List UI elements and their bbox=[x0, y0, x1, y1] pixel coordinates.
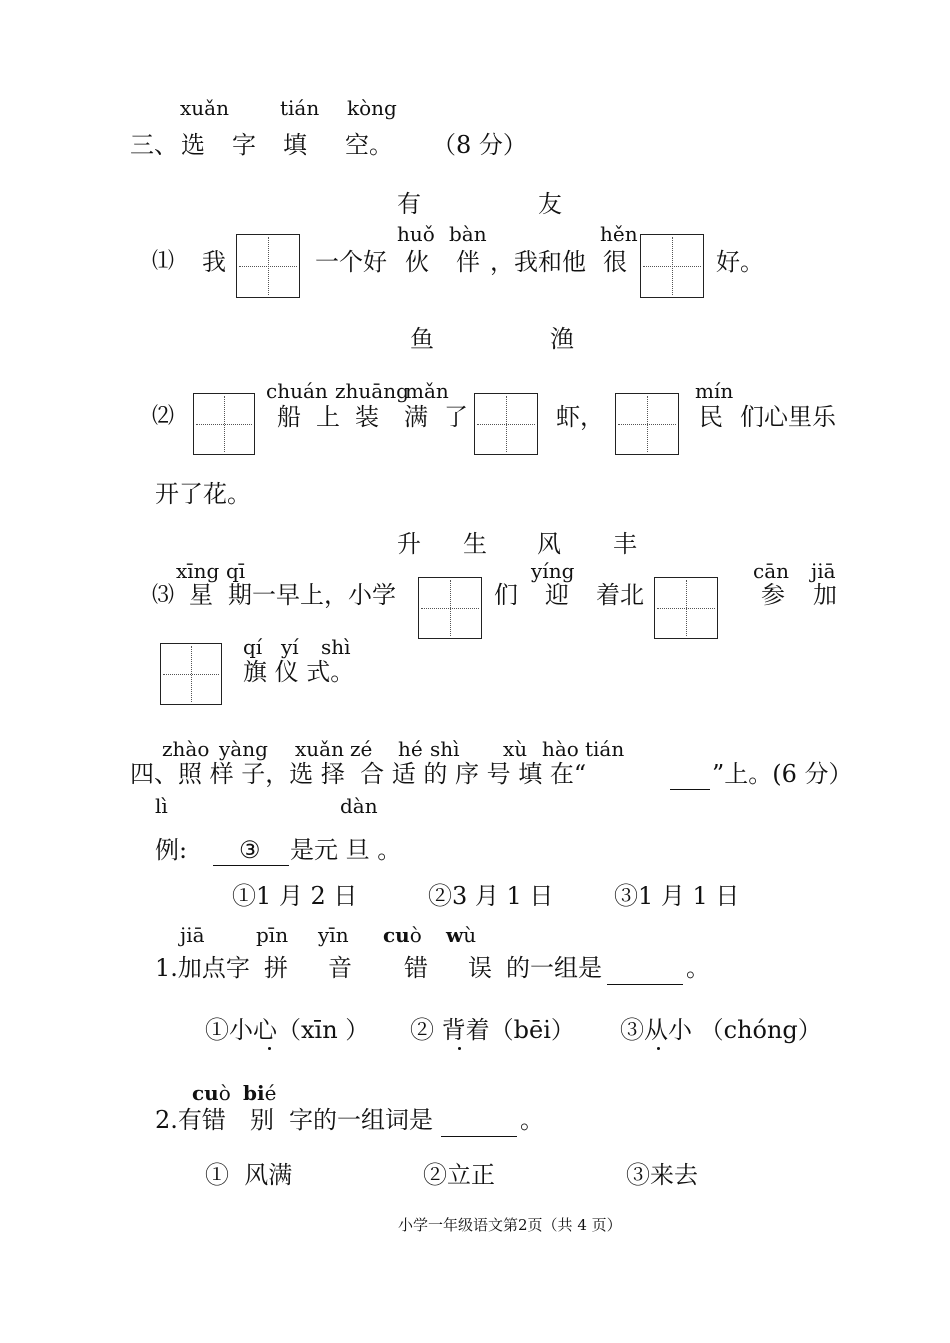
q2-text-zhuang: 装 bbox=[355, 403, 379, 431]
q4-2-text-end: 。 bbox=[520, 1106, 544, 1134]
pinyin-xu: xù bbox=[503, 737, 528, 761]
q4-2-option-3: ③来去 bbox=[626, 1161, 698, 1189]
q4-1-text-end: 。 bbox=[686, 954, 710, 982]
pinyin-cuo-2-final: ò bbox=[218, 1081, 231, 1105]
q1-label: ⑴ bbox=[152, 249, 175, 274]
pinyin-he: hé bbox=[398, 737, 423, 761]
pinyin-man: mǎn bbox=[405, 379, 449, 403]
section4-title: 四、照 样 子，选 择 合 适 的 序 号 填 在“ bbox=[130, 760, 587, 788]
pinyin-cuo-2-initial: cu bbox=[192, 1081, 219, 1105]
page-footer: 小学一年级语文第2页（共 4 页） bbox=[398, 1216, 622, 1234]
section3-char-xuan: 选 bbox=[181, 131, 205, 159]
example-answer: ③ bbox=[239, 836, 261, 864]
q3-text-can: 参 bbox=[761, 581, 785, 609]
q3-text-men: 们 bbox=[494, 581, 518, 609]
q3-label: ⑶ bbox=[152, 583, 175, 608]
pinyin-wu bbox=[446, 925, 476, 945]
q3-text-ying: 迎 bbox=[545, 581, 569, 609]
q1-text-hen: 很 bbox=[603, 248, 627, 276]
q3-choice-2: 生 bbox=[463, 530, 487, 558]
q4-1-text-yin: 音 bbox=[328, 954, 352, 982]
q1-text-wo: 我 bbox=[202, 248, 226, 276]
section3-char-tian: 填 bbox=[283, 131, 307, 159]
pinyin-tian: tián bbox=[280, 96, 320, 120]
q3-choice-4: 丰 bbox=[613, 530, 637, 558]
pinyin-kong: kòng bbox=[347, 96, 397, 120]
q3-choice-1: 升 bbox=[397, 530, 421, 558]
pinyin-xuan4: xuǎn bbox=[295, 737, 344, 761]
pinyin-bie-final: é bbox=[264, 1081, 277, 1105]
pinyin-xuan: xuǎn bbox=[180, 96, 229, 120]
q2-answer-box-1[interactable] bbox=[193, 393, 255, 455]
example-text: 是元 旦 。 bbox=[290, 836, 402, 864]
date-option-3: ③1 月 1 日 bbox=[614, 882, 740, 910]
q1-choice-2: 友 bbox=[538, 190, 562, 218]
pinyin-qi2: qí bbox=[243, 635, 263, 659]
pinyin-dan: dàn bbox=[340, 794, 378, 818]
q2-text-rest: 们心里乐 bbox=[740, 403, 836, 431]
pinyin-cuo-2 bbox=[192, 1083, 231, 1103]
q3-choice-3: 风 bbox=[537, 530, 561, 558]
example-label: 例: bbox=[155, 836, 188, 864]
q1-answer-box-2[interactable] bbox=[640, 234, 704, 298]
pinyin-li: lì bbox=[155, 794, 168, 818]
example-blank bbox=[213, 865, 289, 866]
pinyin-pin: pīn bbox=[256, 923, 289, 947]
pinyin-qi: qī bbox=[226, 559, 246, 583]
q4-2-answer-blank[interactable] bbox=[441, 1136, 517, 1137]
emphasis-dot-3 bbox=[657, 1047, 660, 1050]
pinyin-hao: hào bbox=[542, 737, 579, 761]
pinyin-ying: yíng bbox=[531, 559, 575, 583]
pinyin-zhao: zhào bbox=[162, 737, 210, 761]
pinyin-yi: yí bbox=[281, 635, 299, 659]
pinyin-tian4: tián bbox=[585, 737, 625, 761]
pinyin-jia4: jiā bbox=[180, 923, 205, 947]
pinyin-jia: jiā bbox=[811, 559, 836, 583]
section3-number: 三、 bbox=[130, 131, 178, 159]
q1-text-huo: 伙 bbox=[405, 248, 429, 276]
q2-text-le: 了 bbox=[444, 403, 468, 431]
q4-1-option-1: ①小心（xīn ） bbox=[205, 1016, 370, 1044]
q4-1-answer-blank[interactable] bbox=[607, 984, 683, 985]
q4-2-option-1: ① 风满 bbox=[205, 1161, 293, 1189]
q3-text-zhe: 着北 bbox=[596, 581, 644, 609]
q2-text-chuan: 船 bbox=[277, 403, 301, 431]
q1-text-comma: ，我和他 bbox=[490, 248, 586, 276]
q4-1-text-a: 1.加点字 bbox=[155, 954, 250, 982]
pinyin-zhuang: zhuāng bbox=[335, 379, 409, 403]
section3-score: （8 分） bbox=[432, 131, 527, 159]
emphasis-dot-1 bbox=[268, 1047, 271, 1050]
pinyin-xing: xīng bbox=[176, 559, 220, 583]
pinyin-min: mín bbox=[695, 379, 734, 403]
q2-text-man: 满 bbox=[404, 403, 428, 431]
q1-answer-box-1[interactable] bbox=[236, 234, 300, 298]
q4-2-text-bie: 别 bbox=[250, 1106, 274, 1134]
date-option-2: ②3 月 1 日 bbox=[428, 882, 554, 910]
q4-2-option-2: ②立正 bbox=[423, 1161, 495, 1189]
pinyin-huo: huǒ bbox=[397, 222, 435, 246]
pinyin-wu-initial: w bbox=[446, 923, 464, 947]
date-option-1: ①1 月 2 日 bbox=[232, 882, 358, 910]
section4-title-end: ”上。(6 分） bbox=[712, 760, 853, 788]
q1-choice-1: 有 bbox=[397, 190, 421, 218]
pinyin-cuo-final: ò bbox=[409, 923, 422, 947]
pinyin-hen: hěn bbox=[600, 222, 638, 246]
q4-2-text-a: 2.有错 bbox=[155, 1106, 226, 1134]
q1-text-ban: 伴 bbox=[456, 248, 480, 276]
pinyin-chuan: chuán bbox=[266, 379, 328, 403]
q2-label: ⑵ bbox=[152, 404, 175, 429]
pinyin-shi: shì bbox=[321, 635, 351, 659]
q3-continuation: 旗 仪 式。 bbox=[243, 658, 355, 686]
q4-2-text-b: 字的一组词是 bbox=[289, 1106, 433, 1134]
pinyin-cuo-initial: cu bbox=[383, 923, 410, 947]
q2-choice-1: 鱼 bbox=[410, 325, 434, 353]
pinyin-ban: bàn bbox=[449, 222, 487, 246]
section3-char-kong: 空。 bbox=[345, 131, 393, 159]
q3-text-jia: 加 bbox=[813, 581, 837, 609]
pinyin-cuo bbox=[383, 925, 422, 945]
pinyin-bie bbox=[243, 1083, 276, 1103]
pinyin-yang: yàng bbox=[219, 737, 268, 761]
q4-1-text-b: 的一组是 bbox=[506, 954, 602, 982]
q4-1-option-3: ③从小 （chóng） bbox=[620, 1016, 822, 1044]
q3-text-xing: 星 bbox=[189, 581, 213, 609]
pinyin-ze: zé bbox=[350, 737, 373, 761]
q1-text-mid: 一个好 bbox=[315, 248, 387, 276]
q2-choice-2: 渔 bbox=[550, 325, 574, 353]
pinyin-can: cān bbox=[753, 559, 790, 583]
q4-1-text-wu: 误 bbox=[468, 954, 492, 982]
q3-answer-box-3[interactable] bbox=[160, 643, 222, 705]
q3-answer-box-2[interactable] bbox=[654, 577, 718, 639]
q4-1-text-cuo: 错 bbox=[404, 954, 428, 982]
section4-title-blank bbox=[670, 789, 710, 790]
q2-text-shang: 上 bbox=[316, 403, 340, 431]
q2-continuation: 开了花。 bbox=[155, 480, 251, 508]
pinyin-shi4: shì bbox=[430, 737, 460, 761]
emphasis-dot-2 bbox=[458, 1047, 461, 1050]
section3-char-zi: 字 bbox=[232, 131, 256, 159]
q2-text-min: 民 bbox=[699, 403, 723, 431]
q3-answer-box-1[interactable] bbox=[418, 577, 482, 639]
q1-text-end: 好。 bbox=[716, 248, 764, 276]
pinyin-bie-initial: bi bbox=[243, 1081, 265, 1105]
pinyin-yin: yīn bbox=[318, 923, 349, 947]
q2-text-xia: 虾， bbox=[556, 403, 604, 431]
q4-1-option-2: ② 背着（bēi） bbox=[410, 1016, 575, 1044]
q3-text-qi: 期一早上，小学 bbox=[228, 581, 396, 609]
q4-1-text-pin: 拼 bbox=[264, 954, 288, 982]
q2-answer-box-2[interactable] bbox=[474, 393, 538, 455]
q2-answer-box-3[interactable] bbox=[615, 393, 679, 455]
pinyin-wu-final: ù bbox=[463, 923, 477, 947]
